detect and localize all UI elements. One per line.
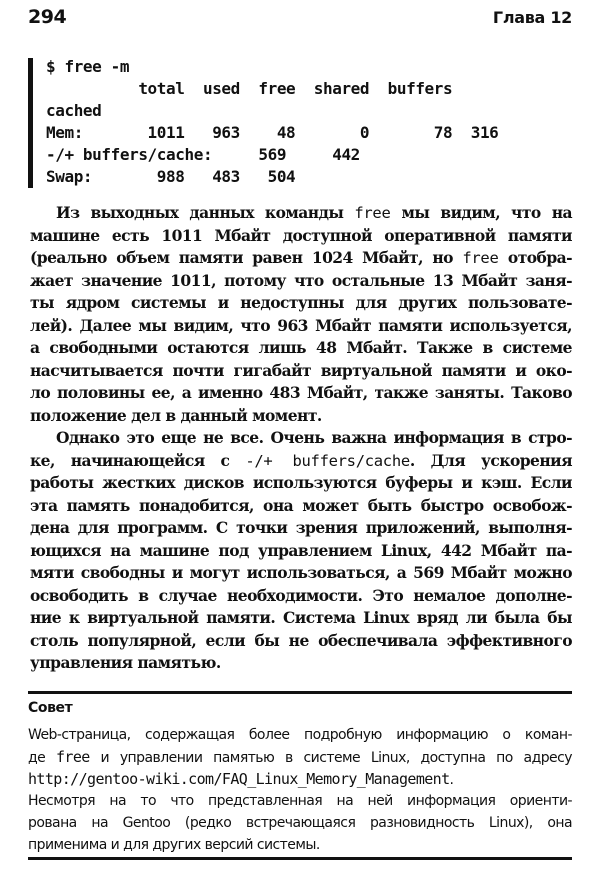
text-line: насчитывается почти гигабайт виртуальной памяти и око- xyxy=(30,360,572,380)
text-line: эта память понадобится, она может быть быстро освобож- xyxy=(30,495,572,515)
text-line: (реально объем памяти равен 1024 Мбайт, но free отобра- xyxy=(30,248,572,267)
text-line: ло половины ее, а именно 483 Мбайт, также заняты. Таково xyxy=(30,383,572,402)
text-line: положение дел в данный момент. xyxy=(30,405,322,425)
text-line: Из выходных данных команды free мы видим, что на xyxy=(56,203,572,222)
text-line: Однако это еще не все. Очень важна информация в стро- xyxy=(56,428,572,447)
inline-code: free xyxy=(354,204,391,222)
tip-bottom-rule xyxy=(28,857,572,860)
paragraph-buffers-cache xyxy=(30,427,572,675)
text-line: Web-страница, содержащая более подробную информацию о коман- xyxy=(28,727,572,743)
code-line-swap: Swap: 988 483 504 xyxy=(46,167,296,186)
code-block xyxy=(28,56,568,192)
paragraph-free-output xyxy=(30,202,572,427)
text-line: столь популярной, если бы не обеспечивала эффективного xyxy=(30,630,572,650)
page-header xyxy=(28,6,572,32)
text-line: жает значение 1011, потому что остальные 13 Мбайт заня- xyxy=(30,270,572,290)
text-line: дена для программ. С точки зрения приложений, выполня- xyxy=(30,518,572,537)
code-line-command: $ free -m xyxy=(46,57,130,76)
tip-top-rule xyxy=(28,691,572,694)
text-line: управления памятью. xyxy=(30,653,221,672)
inline-code: -/+ buffers/cache xyxy=(245,451,410,470)
text-line: лей). Далее мы видим, что 963 Мбайт памяти используется, xyxy=(30,315,572,335)
code-line-mem: Mem: 1011 963 48 0 78 316 xyxy=(46,123,499,142)
code-line-header: total used free shared buffers xyxy=(46,79,453,98)
tip-title: Совет xyxy=(28,700,73,716)
text-line: ты ядром системы и недоступны для других пользовате- xyxy=(30,293,572,312)
text-line: http://gentoo-wiki.com/FAQ_Linux_Memory_Management. xyxy=(28,770,454,788)
text-line: применима и для других версий системы. xyxy=(28,837,320,853)
code-block-bar xyxy=(28,58,33,188)
text-line: а свободными остаются лишь 48 Мбайт. Также в системе xyxy=(30,338,572,357)
text-line: Несмотря на то что представленная на ней информация ориенти- xyxy=(28,793,572,809)
inline-code: free xyxy=(55,748,90,766)
text-line: ющихся на машине под управлением Linux, 442 Мбайт па- xyxy=(30,540,572,560)
tip-body xyxy=(28,724,572,856)
chapter-title: Глава 12 xyxy=(492,8,572,27)
text-line: освободить в случае необходимости. Это немалое дополне- xyxy=(30,585,572,605)
text-line: ке, начинающейся с -/+ buffers/cache. Для ускорения xyxy=(30,450,572,470)
code-line-buffers-cache: -/+ buffers/cache: 569 442 xyxy=(46,145,360,164)
code-line-header-wrap: cached xyxy=(46,101,102,120)
text-line: мяти свободны и могут использоваться, а 569 Мбайт можно xyxy=(30,563,572,582)
url-text: http://gentoo-wiki.com/FAQ_Linux_Memory_Management xyxy=(28,770,450,788)
page-number: 294 xyxy=(28,6,67,28)
inline-code: free xyxy=(462,249,499,267)
text-line: де free и управлении памятью в системе Linux, доступна по адресу xyxy=(28,748,572,766)
text-line: работы жестких дисков используются буферы и кэш. Если xyxy=(30,473,572,492)
text-line: рована на Gentoo (редко встречающаяся разновидность Linux), она xyxy=(28,815,572,831)
text-line: машине есть 1011 Мбайт доступной оперативной памяти xyxy=(30,225,572,245)
text-line: ние к виртуальной памяти. Система Linux вряд ли была бы xyxy=(30,608,572,627)
